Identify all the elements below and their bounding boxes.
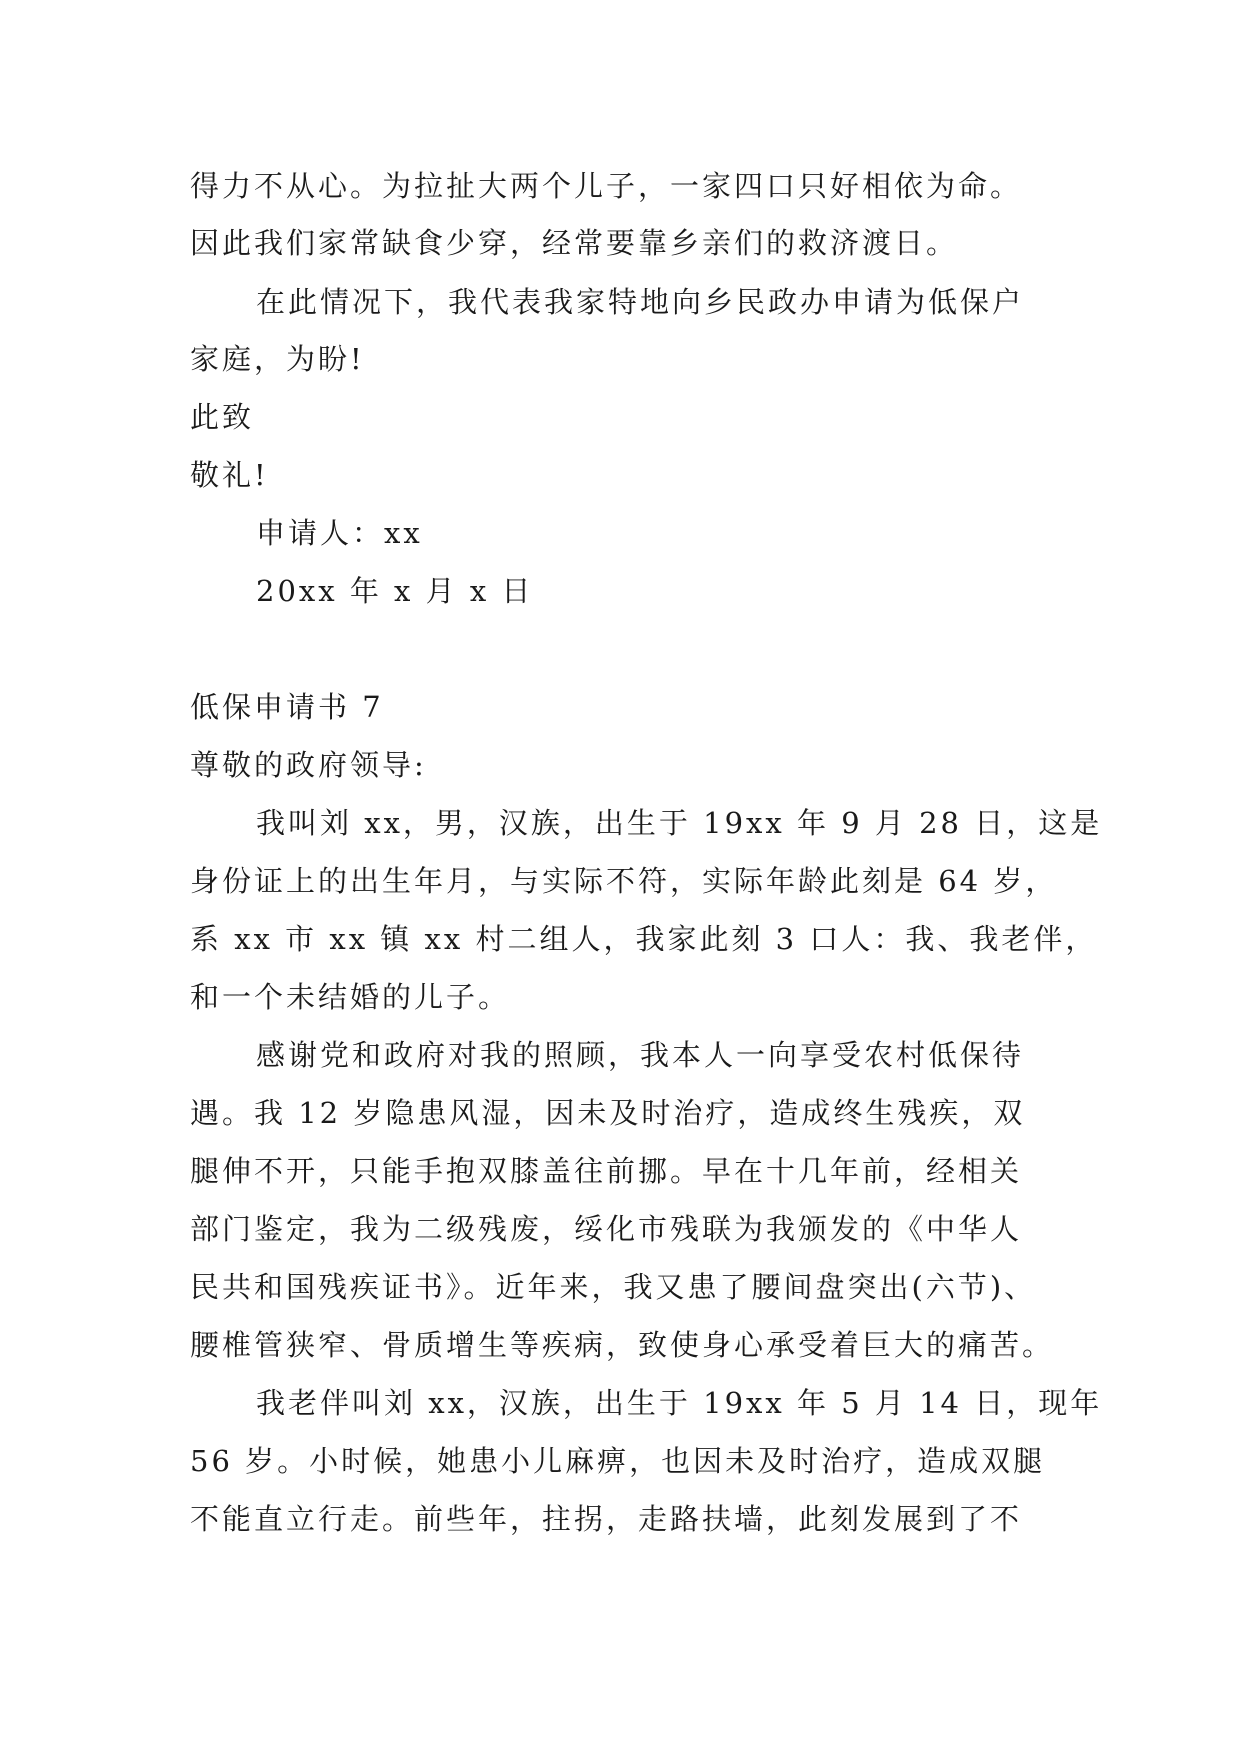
greeting-line: 尊敬的政府领导: — [190, 748, 427, 782]
paragraph-line: 部门鉴定，我为二级残废，绥化市残联为我颁发的《中华人 — [190, 1212, 1023, 1246]
applicant-line: 申请人：xx — [256, 516, 423, 550]
paragraph-line: 我叫刘 xx，男，汉族，出生于 19xx 年 9 月 28 日，这是 — [256, 806, 1103, 840]
paragraph-line: 民共和国残疾证书》。近年来，我又患了腰间盘突出(六节)、 — [190, 1270, 1037, 1304]
date-line: 20xx 年 x 月 x 日 — [256, 574, 534, 608]
paragraph-line: 家庭，为盼! — [190, 342, 365, 376]
paragraph-line: 腿伸不开，只能手抱双膝盖往前挪。早在十几年前，经相关 — [190, 1154, 1023, 1188]
paragraph-line: 因此我们家常缺食少穿，经常要靠乡亲们的救济渡日。 — [190, 226, 959, 260]
paragraph-line: 腰椎管狭窄、骨质增生等疾病，致使身心承受着巨大的痛苦。 — [190, 1328, 1055, 1362]
closing-line: 此致 — [190, 400, 255, 434]
paragraph-line: 不能直立行走。前些年，拄拐，走路扶墙，此刻发展到了不 — [190, 1502, 1023, 1536]
paragraph-line: 身份证上的出生年月，与实际不符，实际年龄此刻是 64 岁， — [190, 864, 1058, 898]
paragraph-line: 和一个未结婚的儿子。 — [190, 980, 511, 1014]
section-title: 低保申请书 7 — [190, 690, 384, 724]
paragraph-line: 56 岁。小时候，她患小儿麻痹，也因未及时治疗，造成双腿 — [190, 1444, 1046, 1478]
paragraph-line: 遇。我 12 岁隐患风湿，因未及时治疗，造成终生残疾，双 — [190, 1096, 1026, 1130]
paragraph-line: 感谢党和政府对我的照顾，我本人一向享受农村低保待 — [256, 1038, 1025, 1072]
salutation-line: 敬礼! — [190, 458, 269, 492]
paragraph-line: 在此情况下，我代表我家特地向乡民政办申请为低保户 — [256, 285, 1025, 319]
paragraph-line: 我老伴叫刘 xx，汉族，出生于 19xx 年 5 月 14 日，现年 — [256, 1386, 1103, 1420]
paragraph-line: 系 xx 市 xx 镇 xx 村二组人，我家此刻 3 口人：我、我老伴， — [190, 922, 1098, 956]
paragraph-line: 得力不从心。为拉扯大两个儿子，一家四口只好相依为命。 — [190, 169, 1023, 203]
